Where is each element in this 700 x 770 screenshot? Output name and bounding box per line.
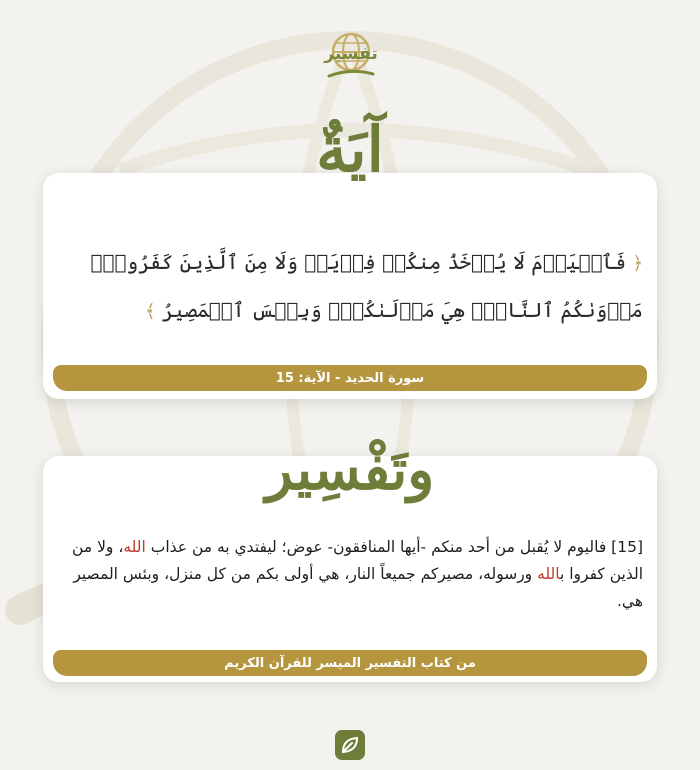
verse-card <box>43 173 657 399</box>
tafsir-text-part: ، ولا من الذين كفروا ب <box>72 538 643 583</box>
tafsir-text <box>57 534 643 615</box>
logo-text: تفسير <box>324 44 378 64</box>
verse-reference-banner <box>53 365 647 391</box>
verse-reference: سورة الحديد - الآية: 15 <box>275 370 425 386</box>
ornament-close: ﴾ <box>145 301 156 322</box>
ornament-open: ﴿ <box>632 253 643 274</box>
verse-heading: آيَةٌ <box>316 113 384 186</box>
tafsir-text-part: [15] فاليوم لا يُقبل من أحد منكم -أيها المنافقون- عوض؛ ليفتدي به من عذاب <box>145 538 643 556</box>
tafsir-heading: وتَفْسِير <box>265 437 435 503</box>
highlight-allah: الله <box>537 565 560 583</box>
tafsir-text-part: ورسوله، مصيركم جميعاً النار، هي أولى بكم من كل منزل، وبئس المصير هي. <box>73 565 643 610</box>
source-banner <box>53 650 647 676</box>
leaf-icon-glyph <box>335 730 365 760</box>
tafsir-logo <box>323 28 379 84</box>
source-text: من كتاب التفسير الميسر للقرآن الكريم <box>224 655 476 671</box>
verse-text: فَٱلۡيَوۡمَ لَا يُؤۡخَذُ مِنكُمۡ فِدۡيَةٞ وَلَا مِنَ ٱلَّذِينَ كَفَرُواْۚ مَأۡوَىٰكُمُ ٱلنَّارُۖ هِيَ مَوۡلَىٰكُمۡۖ وَبِئۡسَ ٱلۡمَصِيرُ <box>90 250 643 322</box>
verse-text-block <box>57 239 643 335</box>
leaf-icon[interactable] <box>335 730 365 760</box>
highlight-allah: الله <box>123 538 146 556</box>
